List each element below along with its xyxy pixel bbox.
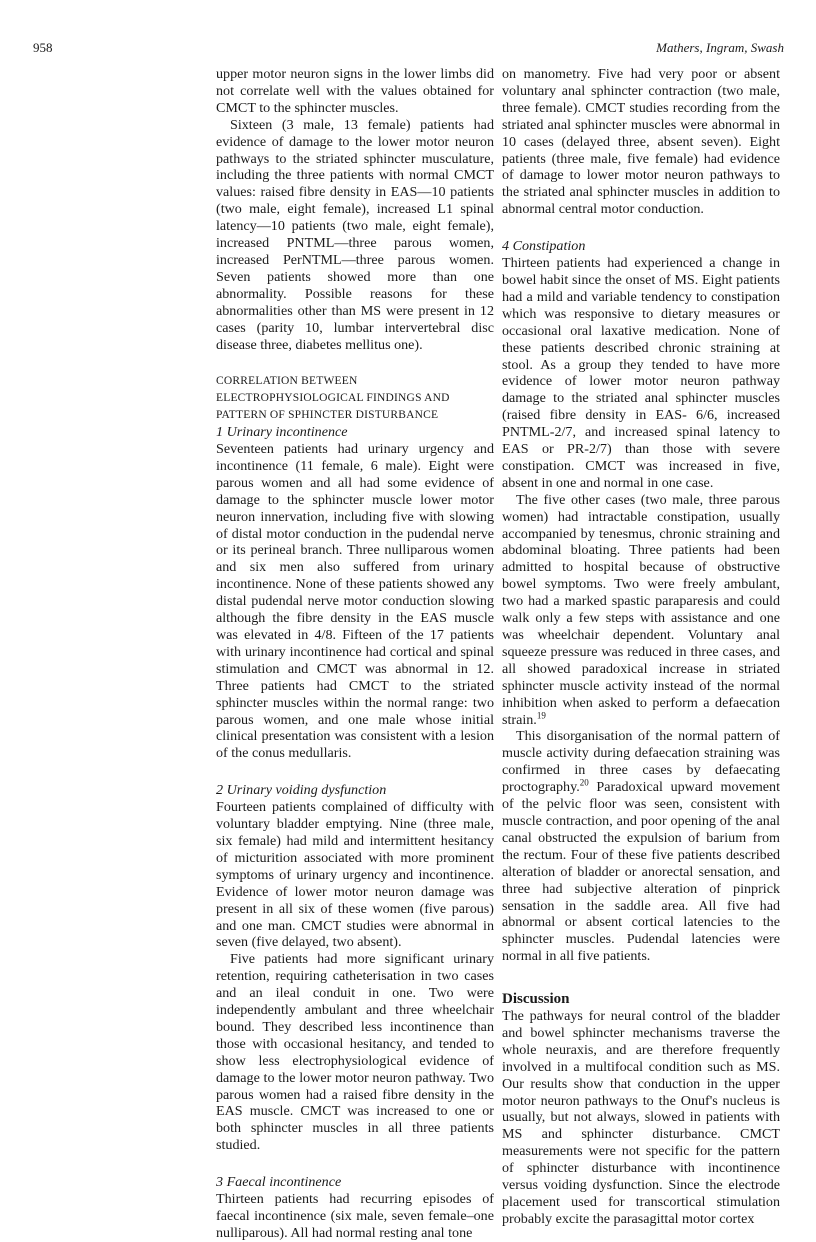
paragraph: upper motor neuron signs in the lower limbs did not correlate well with the values obtained for CMCT to the sphincter muscles. <box>216 66 494 116</box>
paragraph-text: Paradoxical upward movement of the pelvic floor was seen, consistent with muscle contraction, and poor opening of the anal canal obstructed the expulsion of barium from the rectum. Four of these five patients described alteration of bladder or anorectal sensation, and three had subjective alteration of pinprick sensation in the saddle area. All five had abnormal or absent cortical latencies to the sphincter muscles. Pudendal latencies were normal in all five patients. <box>502 779 780 965</box>
paragraph-text: The five other cases (two male, three parous women) had intractable constipation, usually accompanied by tenesmus, chronic straining and abdominal bloating. Three patients had been admitted to hospital because of obstructive bowel symptoms. Two were freely ambulant, two had a marked spastic paraparesis and could walk only a few steps with assistance and one was wheelchair dependent. Voluntary anal squeeze pressure was reduced in three cases, and all showed paradoxical increase in striated sphincter muscle activity instead of the normal inhibition when asked to perform a defaecation strain. <box>502 491 780 728</box>
reference-marker: 19 <box>536 709 546 720</box>
paragraph: Thirteen patients had recurring episodes of faecal incontinence (six male, seven female–one nulliparous). All had normal resting anal tone <box>216 1191 494 1241</box>
paragraph: Thirteen patients had experienced a change in bowel habit since the onset of MS. Eight patients had a mild and variable tendency to constipation which was responsive to dietary measures or occasional oral laxative medication. None of these patients described chronic straining at stool. As a group they tended to have more evidence of lower motor neuron pathway damage to the striated anal sphincter muscles (raised fibre density in EAS- 6/6, increased PNTML-2/7, and increased spinal latency to EAS or PR-2/7) than those with severe constipation. CMCT was increased in five, absent in one and normal in one case. <box>502 255 780 491</box>
paragraph <box>502 492 780 729</box>
paragraph: Fourteen patients complained of difficulty with voluntary bladder emptying. Nine (three male, six female) had mild and intermittent hesitancy of micturition associated with more prominent symptoms of urinary urgency and incontinence. Evidence of lower motor neuron damage was present in all six of these women (five parous) and one man. CMCT studies were abnormal in seven (five delayed, two absent). <box>216 799 494 951</box>
left-column <box>216 66 494 1242</box>
subsection-heading: 2 Urinary voiding dysfunction <box>216 782 387 799</box>
paragraph: on manometry. Five had very poor or absent voluntary anal sphincter contraction (two male, three female). CMCT studies recording from the striated anal sphincter muscles were abnormal in 10 cases (delayed three, absent seven). Eight patients (three male, five female) had evidence of damage to lower motor neuron pathways to the striated anal sphincter muscles in addition to abnormal central motor conduction. <box>502 66 780 218</box>
section-heading: ELECTROPHYSIOLOGICAL FINDINGS AND <box>216 392 450 405</box>
subsection-heading: 3 Faecal incontinence <box>216 1174 342 1191</box>
subsection-heading: 4 Constipation <box>502 238 586 255</box>
discussion-heading: Discussion <box>502 991 570 1008</box>
running-head: Mathers, Ingram, Swash <box>656 40 784 55</box>
paragraph <box>502 728 780 965</box>
page-number: 958 <box>33 40 53 55</box>
right-column <box>502 66 780 1228</box>
paragraph-text: This disorganisation of the normal pattern of muscle activity during defaecation straining was confirmed in three cases by defaecating proctography. <box>502 728 780 796</box>
subsection-heading: 1 Urinary incontinence <box>216 424 348 441</box>
paragraph: Seventeen patients had urinary urgency and incontinence (11 female, 6 male). Eight were parous women and all had some evidence of damage to the sphincter muscle lower motor neuron innervation, including five with slowing of distal motor conduction in the pudendal nerve or its perineal branch. Three nulliparous women and six men also suffered from urinary incontinence. None of these patients showed any distal pudendal nerve motor conduction slowing although the fibre density in the EAS muscle was elevated in 4/8. Fifteen of the 17 patients with urinary incontinence had cortical and spinal stimulation and CMCT was abnormal in 12. Three patients had CMCT to the striated sphincter muscles within the normal range: two parous women, and one male whose initial clinical presentation was consistent with a lesion of the conus medullaris. <box>216 441 494 762</box>
section-heading: PATTERN OF SPHINCTER DISTURBANCE <box>216 409 439 422</box>
paragraph: Sixteen (3 male, 13 female) patients had evidence of damage to the lower motor neuron pathways to the striated sphincter musculature, including the three patients with normal CMCT values: raised fibre density in EAS—10 patients (two male, eight female), increased L1 spinal latency—10 patients (two male, eight female), increased PNTML—three parous women, increased PerNTML—three parous women. Seven patients showed more than one abnormality. Possible reasons for these abnormalities other than MS were present in 12 cases (parity 10, lumbar intervertebral disc disease three, diabetes mellitus one). <box>216 116 494 353</box>
paragraph: The pathways for neural control of the bladder and bowel sphincter mechanisms traverse the whole neuraxis, and are therefore frequently involved in a multifocal condition such as MS. Our results show that conduction in the upper motor neuron pathways to the Onuf's nucleus is usually, but not always, slowed in patients with MS and sphincter disturbance. CMCT measurements were not specific for the pattern of sphincter disturbance with incontinence versus voiding dysfunction. Since the electrode placement used for transcortical stimulation probably excite the parasagittal motor cortex <box>502 1008 780 1227</box>
reference-marker: 20 <box>579 777 589 788</box>
section-heading: CORRELATION BETWEEN <box>216 375 358 388</box>
paragraph: Five patients had more significant urinary retention, requiring catheterisation in two cases and an ileal conduit in one. Two were independently ambulant and three wheelchair bound. They described less incontinence than those with occasional hesitancy, and tended to show less electrophysiological evidence of damage to the lower motor neuron pathway. Two parous women had a raised fibre density in the EAS muscle. CMCT was increased to one or both sphincter muscles in all three patients studied. <box>216 951 494 1154</box>
